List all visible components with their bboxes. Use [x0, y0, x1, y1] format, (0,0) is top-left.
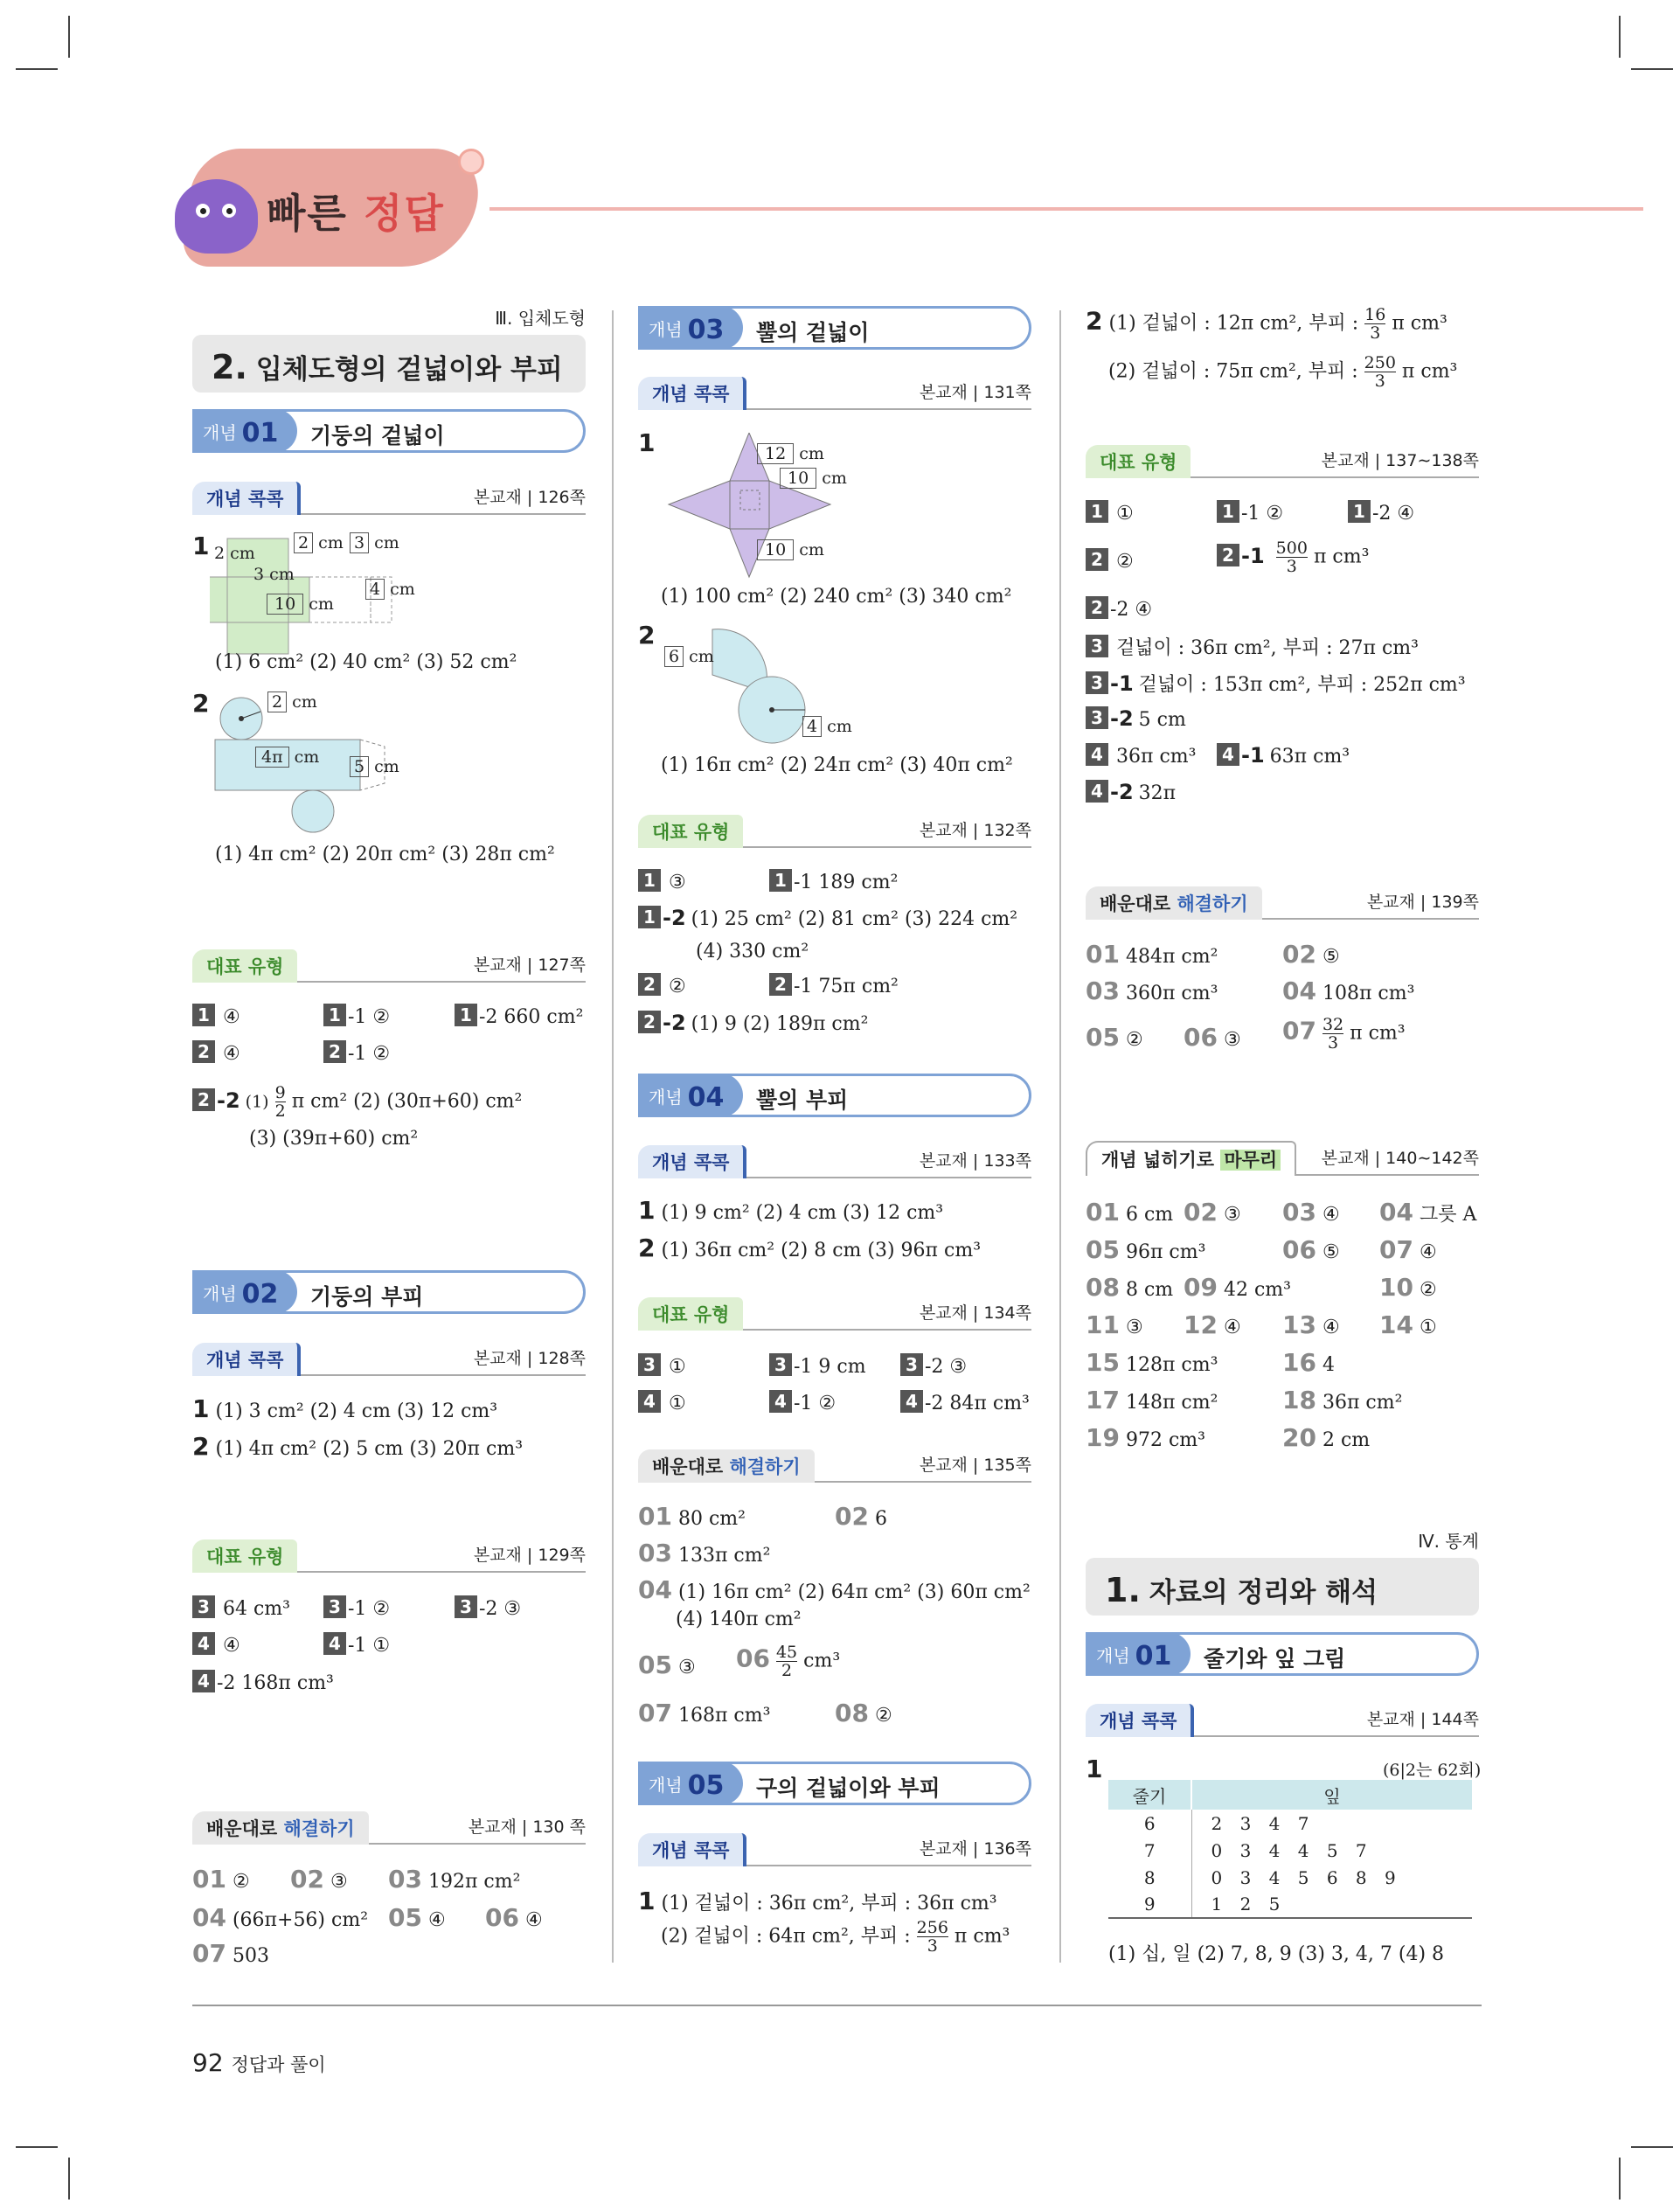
subsection-label: 개념 콕콕 [192, 482, 301, 515]
answer-row: 18 36π cm² [1282, 1386, 1403, 1414]
crop-mark [16, 2146, 58, 2148]
answer-row: 1 -2 (1) 25 cm² (2) 81 cm² (3) 224 cm² [638, 906, 1017, 930]
page-ref: 본교재 | 134쪽 [919, 1303, 1031, 1323]
answer-row: 05 ④ [388, 1903, 446, 1932]
subsection-heading [638, 1142, 1031, 1178]
dim-label: 6 cm [664, 647, 714, 666]
answer-row: 04 (66π+56) cm² [192, 1903, 369, 1932]
column-divider [1059, 310, 1061, 1963]
dim-label: 2 cm [267, 692, 317, 712]
answer-row: 05 ③ [638, 1651, 696, 1679]
concept-title: 기둥의 부피 [310, 1284, 424, 1310]
table-row: 8 0 3 4 5 6 8 9 [1108, 1864, 1472, 1891]
answer-row: 3 -1 겉넓이 : 153π cm², 부피 : 252π cm³ [1086, 670, 1466, 697]
answer-row: 07 503 [192, 1939, 269, 1968]
dim-label: 4π cm [255, 747, 319, 767]
answer-text: (4) 330 cm² [696, 941, 809, 963]
concept-title: 줄기와 잎 그림 [1204, 1646, 1346, 1671]
answer-row: 3 ① [638, 1353, 686, 1378]
subsection-heading [192, 946, 586, 983]
answer-row: 2 -1 ② [323, 1040, 390, 1065]
eye-icon [196, 204, 210, 218]
octopus-mascot-icon [175, 179, 258, 254]
answer-row: 2 -2 (1) $\frac{9}{2}$ π cm² (2) (30π+60) cm² [192, 1084, 522, 1120]
answer-row: (2) 겉넓이 : 75π cm², 부피 : $\frac{250}{3}$ π cm³ [1108, 353, 1458, 391]
answer-text: (1) 4π cm² (2) 20π cm² (3) 28π cm² [215, 844, 555, 865]
answer-row: 1 (1) 9 cm² (2) 4 cm (3) 12 cm³ [638, 1196, 944, 1225]
answer-row: 05 96π cm³ [1086, 1235, 1206, 1264]
answer-row: 01 80 cm² [638, 1502, 746, 1531]
answer-row: 4 36π cm³ [1086, 743, 1196, 768]
page-ref: 본교재 | 133쪽 [919, 1151, 1031, 1171]
subsection-heading [192, 1808, 586, 1845]
answer-row: 2 (1) 4π cm² (2) 5 cm (3) 20π cm³ [192, 1432, 524, 1461]
table-header: 잎 [1191, 1780, 1472, 1810]
answer-row: 4 -1 63π cm³ [1217, 743, 1350, 768]
answer-row: 1 -2 660 cm² [455, 1004, 583, 1028]
subsection-label: 개념 넓히기로 마무리 [1086, 1141, 1296, 1176]
dim-label: 10 cm [780, 469, 847, 488]
sun-icon [458, 149, 484, 175]
concept-bar [638, 306, 1031, 350]
subsection-heading [638, 1294, 1031, 1331]
answer-row: 17 148π cm² [1086, 1386, 1218, 1414]
answer-row: 4 -1 ① [323, 1632, 390, 1657]
answer-row: 06 $\frac{45}{2}$ cm³ [736, 1643, 841, 1680]
subsection-label: 대표 유형 [192, 1539, 297, 1573]
answer-row: 1 ③ [638, 869, 686, 893]
answer-text: (1) 16π cm² (2) 24π cm² (3) 40π cm² [661, 754, 1013, 776]
answer-row: 2 (1) 겉넓이 : 12π cm², 부피 : $\frac{16}{3}$ π cm³ [1086, 305, 1447, 343]
answer-row: 02 ③ [290, 1865, 348, 1894]
answer-row: 20 2 cm [1282, 1423, 1371, 1452]
section-title: 1. 자료의 정리와 해석 [1086, 1558, 1479, 1616]
answer-row: 02 6 [835, 1502, 887, 1531]
answer-row: 13 ④ [1282, 1310, 1340, 1339]
answer-row: 06 ⑤ [1282, 1235, 1340, 1264]
answer-row: 06 ④ [485, 1903, 543, 1932]
concept-pill: 개념 04 [638, 1074, 743, 1117]
concept-bar [192, 409, 586, 453]
answer-text: (1) 십, 일 (2) 7, 8, 9 (3) 3, 4, 7 (4) 8 [1108, 1943, 1445, 1965]
table-row: 9 1 2 5 [1108, 1891, 1472, 1918]
subsection-label: 배운대로 해결하기 [192, 1811, 369, 1845]
page-ref: 본교재 | 129쪽 [473, 1546, 586, 1565]
cone-net-diagram [660, 622, 826, 754]
page-ref: 본교재 | 127쪽 [473, 956, 586, 975]
answer-row: 2 ② [1086, 548, 1134, 573]
page-ref: 본교재 | 135쪽 [919, 1456, 1031, 1475]
subsection-label: 대표 유형 [638, 1297, 743, 1331]
answer-row: 03 133π cm² [638, 1539, 771, 1567]
concept-title: 뿔의 부피 [756, 1088, 849, 1113]
concept-bar [192, 1270, 586, 1314]
subsection-label: 대표 유형 [192, 949, 297, 983]
answer-row: 01 484π cm² [1086, 940, 1218, 969]
answer-row: 2 ② [638, 973, 686, 997]
unit-tag: Ⅳ. 통계 [1418, 1531, 1479, 1552]
section-title: 2. 입체도형의 겉넓이와 부피 [192, 335, 586, 393]
page-ref: 본교재 | 130 쪽 [468, 1817, 586, 1837]
answer-row: 06 ③ [1184, 1023, 1241, 1052]
subsection-heading [638, 1446, 1031, 1483]
page-footer: 92 정답과 풀이 [192, 2048, 326, 2077]
legend-note: (6|2는 62회) [1383, 1761, 1482, 1780]
subsection-label: 배운대로 해결하기 [1086, 886, 1262, 920]
dim-label: 12 cm [757, 444, 824, 463]
concept-pill: 개념 01 [1086, 1632, 1191, 1676]
subsection-label: 배운대로 해결하기 [638, 1449, 815, 1483]
answer-row: 4 ① [638, 1390, 686, 1414]
answer-row: 3 64 cm³ [192, 1595, 290, 1620]
crop-mark [16, 68, 58, 70]
page-ref: 본교재 | 126쪽 [473, 488, 586, 507]
answer-row: 4 -1 ② [769, 1390, 836, 1414]
answer-row: 07 ④ [1379, 1235, 1437, 1264]
answer-row: 14 ① [1379, 1310, 1437, 1339]
answer-row: 03 ④ [1282, 1198, 1340, 1227]
answer-row: 3 겉넓이 : 36π cm², 부피 : 27π cm³ [1086, 633, 1419, 660]
answer-row: 2 -2 ④ [1086, 596, 1152, 621]
subsection-label: 개념 콕콕 [192, 1343, 301, 1376]
answer-row: 3 -2 ③ [900, 1353, 967, 1378]
subsection-heading [638, 811, 1031, 848]
concept-title: 기둥의 겉넓이 [310, 423, 445, 448]
answer-row: 4 -2 84π cm³ [900, 1390, 1030, 1414]
answer-row: 1 -1 189 cm² [769, 869, 898, 893]
concept-title: 구의 겉넓이와 부피 [756, 1776, 941, 1801]
crop-mark [1619, 16, 1621, 58]
subsection-heading [638, 373, 1031, 410]
table-row: 6 2 3 4 7 [1108, 1810, 1472, 1837]
question-number: 1 [638, 428, 656, 457]
answer-text: (1) 100 cm² (2) 240 cm² (3) 340 cm² [661, 586, 1012, 608]
page-title: 빠른 정답 [267, 190, 445, 237]
dim-label: 4 cm [365, 580, 415, 599]
answer-row: 04 108π cm³ [1282, 976, 1415, 1005]
answer-row: 2 (1) 36π cm² (2) 8 cm (3) 96π cm³ [638, 1234, 982, 1262]
answer-text: (1) 6 cm² (2) 40 cm² (3) 52 cm² [215, 651, 517, 673]
answer-row: 3 -2 ③ [455, 1595, 521, 1620]
answer-row: 1 (1) 3 cm² (2) 4 cm (3) 12 cm³ [192, 1394, 498, 1423]
page-ref: 본교재 | 137∼138쪽 [1321, 451, 1479, 470]
dim-label: 4 cm [802, 717, 852, 736]
page-ref: 본교재 | 139쪽 [1366, 893, 1479, 912]
question-number: 2 [192, 689, 210, 718]
concept-bar [638, 1074, 1031, 1117]
answer-row: 10 ② [1379, 1273, 1437, 1302]
answer-row: 07 $\frac{32}{3}$ π cm³ [1282, 1015, 1406, 1053]
answer-text: (4) 140π cm² [676, 1609, 802, 1630]
answer-row: 2 -1 $\frac{500}{3}$ π cm³ [1217, 539, 1369, 575]
subsection-label: 대표 유형 [1086, 445, 1191, 478]
subsection-heading [1086, 1700, 1479, 1737]
subsection-heading [1086, 883, 1479, 920]
answer-row: 1 ① [1086, 500, 1134, 525]
answer-row: 08 8 cm [1086, 1273, 1174, 1302]
subsection-heading [1086, 441, 1479, 478]
concept-pill: 개념 02 [192, 1270, 297, 1314]
subsection-label: 개념 콕콕 [638, 377, 746, 410]
answer-row: 2 -2 (1) 9 (2) 189π cm² [638, 1011, 868, 1035]
subsection-label: 개념 콕콕 [1086, 1704, 1194, 1737]
answer-row: 1 (1) 겉넓이 : 36π cm², 부피 : 36π cm³ [638, 1887, 997, 1915]
page-ref: 본교재 | 132쪽 [919, 821, 1031, 840]
unit-tag: Ⅲ. 입체도형 [495, 308, 586, 329]
page-ref: 본교재 | 144쪽 [1366, 1710, 1479, 1729]
footer-rule [192, 2005, 1482, 2006]
answer-row: 11 ③ [1086, 1310, 1143, 1339]
dim-label: 5 cm [350, 757, 399, 776]
header-rule [489, 207, 1643, 211]
answer-row: 03 192π cm² [388, 1865, 521, 1894]
answer-row: 1 -2 ④ [1348, 500, 1414, 525]
answer-row: 12 ④ [1184, 1310, 1241, 1339]
subsection-heading [192, 1339, 586, 1376]
answer-row: 04 그릇 A [1379, 1198, 1477, 1227]
answer-row: 2 -1 75π cm² [769, 973, 899, 997]
answer-row: 15 128π cm³ [1086, 1348, 1218, 1377]
dim-label: 2 cm [214, 544, 255, 563]
subsection-heading [192, 1536, 586, 1573]
answer-row: 01 ② [192, 1865, 250, 1894]
answer-row: 3 -2 5 cm [1086, 706, 1186, 731]
answer-row: 09 42 cm³ [1184, 1273, 1291, 1302]
dim-label: 2 cm [294, 533, 344, 552]
concept-pill: 개념 05 [638, 1762, 743, 1805]
subsection-heading [192, 478, 586, 515]
answer-row: 05 ② [1086, 1023, 1143, 1052]
subsection-heading [1086, 1139, 1479, 1176]
crop-mark [1619, 2158, 1621, 2200]
answer-row: 4 -2 32π [1086, 780, 1176, 804]
answer-row: 08 ② [835, 1699, 892, 1727]
answer-row: 02 ⑤ [1282, 940, 1340, 969]
eye-icon [222, 204, 236, 218]
subsection-label: 대표 유형 [638, 815, 743, 848]
answer-row: 07 168π cm³ [638, 1699, 771, 1727]
dim-label: 10 cm [267, 594, 334, 614]
answer-text: (3) (39π+60) cm² [249, 1128, 419, 1150]
answer-row: 4 ④ [192, 1632, 240, 1657]
answer-row: 04 (1) 16π cm² (2) 64π cm² (3) 60π cm² [638, 1575, 1031, 1604]
answer-row: 4 -2 168π cm³ [192, 1670, 334, 1694]
concept-bar [1086, 1632, 1479, 1676]
answer-row: 03 360π cm³ [1086, 976, 1218, 1005]
stem-leaf-table [1108, 1780, 1472, 1919]
concept-title: 뿔의 겉넓이 [756, 320, 870, 345]
page-ref: 본교재 | 136쪽 [919, 1839, 1031, 1859]
crop-mark [1631, 68, 1673, 70]
page-ref: 본교재 | 131쪽 [919, 383, 1031, 402]
dim-label: 10 cm [757, 540, 824, 559]
answer-row: (2) 겉넓이 : 64π cm², 부피 : $\frac{256}{3}$ π cm³ [661, 1918, 1010, 1956]
page-ref: 본교재 | 128쪽 [473, 1349, 586, 1368]
subsection-label: 개념 콕콕 [638, 1145, 746, 1178]
dim-label: 3 cm [350, 533, 399, 552]
column-divider [612, 310, 614, 1963]
subsection-label: 개념 콕콕 [638, 1833, 746, 1866]
crop-mark [68, 16, 70, 58]
answer-row: 3 -1 9 cm [769, 1353, 866, 1378]
answer-row: 01 6 cm [1086, 1198, 1174, 1227]
answer-row: 1 ④ [192, 1004, 240, 1028]
answer-row: 3 -1 ② [323, 1595, 390, 1620]
table-header: 줄기 [1108, 1780, 1191, 1810]
subsection-heading [638, 1830, 1031, 1866]
answer-row: 2 ④ [192, 1040, 240, 1065]
concept-pill: 개념 03 [638, 306, 743, 350]
answer-row: 1 -1 ② [1217, 500, 1283, 525]
question-number: 1 [192, 532, 210, 560]
concept-pill: 개념 01 [192, 409, 297, 453]
crop-mark [1631, 2146, 1673, 2148]
dim-label: 3 cm [253, 565, 295, 584]
question-number: 2 [638, 621, 656, 650]
answer-row: 02 ③ [1184, 1198, 1241, 1227]
page-ref: 본교재 | 140∼142쪽 [1321, 1149, 1479, 1168]
answer-row: 1 -1 ② [323, 1004, 390, 1028]
answer-row: 19 972 cm³ [1086, 1423, 1205, 1452]
answer-row: 16 4 [1282, 1348, 1335, 1377]
concept-bar [638, 1762, 1031, 1805]
question-number: 1 [1086, 1755, 1103, 1783]
crop-mark [68, 2158, 70, 2200]
table-row: 7 0 3 4 4 5 7 [1108, 1837, 1472, 1864]
